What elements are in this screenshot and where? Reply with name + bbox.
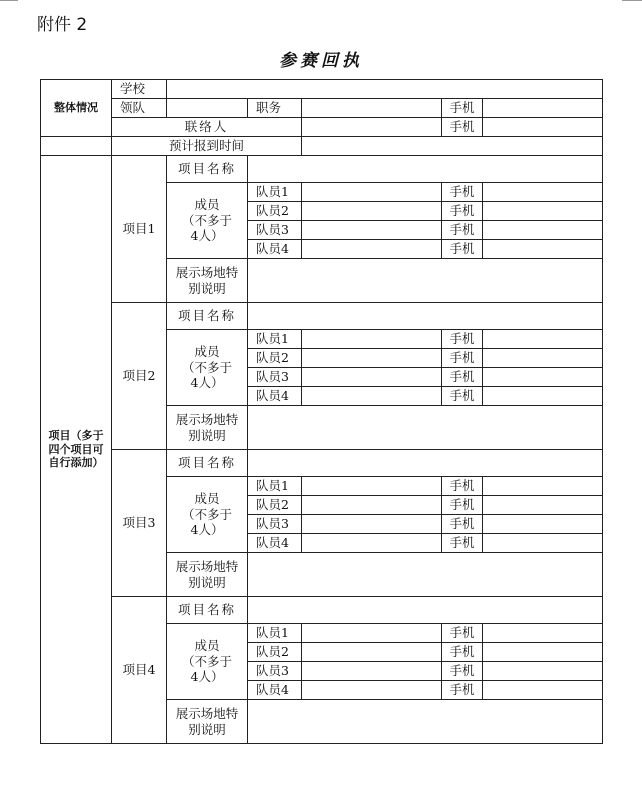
arrival-time-label: 预计报到时间 xyxy=(112,137,302,156)
venue-note-label: 展示场地特别说明 xyxy=(167,406,248,450)
contact-phone-label: 手机 xyxy=(442,118,483,137)
venue-note-field[interactable] xyxy=(248,406,603,450)
member-phone-field[interactable] xyxy=(483,387,603,406)
venue-note-field[interactable] xyxy=(248,259,603,303)
project-label: 项目4 xyxy=(112,597,167,744)
member-phone-field[interactable] xyxy=(483,643,603,662)
member-phone-label: 手机 xyxy=(442,681,483,700)
members-label-line: 成员 xyxy=(194,491,220,507)
member-phone-label: 手机 xyxy=(442,662,483,681)
member-label: 队员1 xyxy=(248,183,302,202)
member-label: 队员4 xyxy=(248,240,302,259)
members-label-line: 4人） xyxy=(190,375,224,391)
arrival-time-field[interactable] xyxy=(302,137,603,156)
member-label: 队员4 xyxy=(248,534,302,553)
member-phone-field[interactable] xyxy=(483,477,603,496)
member-phone-field[interactable] xyxy=(483,240,603,259)
member-name-field[interactable] xyxy=(302,515,442,534)
members-label-line: （不多于 xyxy=(181,359,232,375)
member-label: 队员3 xyxy=(248,221,302,240)
member-phone-field[interactable] xyxy=(483,515,603,534)
project-name-label: 项目名称 xyxy=(167,450,248,477)
member-name-field[interactable] xyxy=(302,387,442,406)
member-name-field[interactable] xyxy=(302,221,442,240)
members-label-line: （不多于 xyxy=(181,506,232,522)
member-name-field[interactable] xyxy=(302,643,442,662)
members-label xyxy=(167,477,248,553)
member-phone-label: 手机 xyxy=(442,349,483,368)
member-label: 队员2 xyxy=(248,202,302,221)
member-phone-label: 手机 xyxy=(442,330,483,349)
members-label xyxy=(167,183,248,259)
member-name-field[interactable] xyxy=(302,624,442,643)
member-name-field[interactable] xyxy=(302,202,442,221)
member-phone-field[interactable] xyxy=(483,183,603,202)
project-name-label: 项目名称 xyxy=(167,156,248,183)
project-name-label: 项目名称 xyxy=(167,597,248,624)
leader-phone-field[interactable] xyxy=(483,99,603,118)
member-phone-label: 手机 xyxy=(442,221,483,240)
leader-phone-label: 手机 xyxy=(442,99,483,118)
project-label: 项目2 xyxy=(112,303,167,450)
project-name-label: 项目名称 xyxy=(167,303,248,330)
member-label: 队员4 xyxy=(248,387,302,406)
member-phone-label: 手机 xyxy=(442,643,483,662)
member-name-field[interactable] xyxy=(302,240,442,259)
corner-mark-right xyxy=(622,0,642,1)
member-label: 队员3 xyxy=(248,662,302,681)
overview-section-label: 整体情况 xyxy=(41,80,112,137)
members-label-line: 成员 xyxy=(194,638,220,654)
projects-section-text: 项目（多于四个项目可自行添加） xyxy=(48,428,104,470)
member-phone-label: 手机 xyxy=(442,183,483,202)
position-field[interactable] xyxy=(302,99,442,118)
member-label: 队员1 xyxy=(248,624,302,643)
members-label-line: （不多于 xyxy=(181,212,232,228)
member-phone-field[interactable] xyxy=(483,496,603,515)
member-phone-label: 手机 xyxy=(442,496,483,515)
school-field[interactable] xyxy=(167,80,603,99)
members-label xyxy=(167,624,248,700)
member-phone-label: 手机 xyxy=(442,202,483,221)
member-phone-field[interactable] xyxy=(483,368,603,387)
venue-note-field[interactable] xyxy=(248,700,603,744)
project-label: 项目1 xyxy=(112,156,167,303)
member-phone-field[interactable] xyxy=(483,330,603,349)
members-label xyxy=(167,330,248,406)
position-label: 职务 xyxy=(248,99,302,118)
member-phone-label: 手机 xyxy=(442,515,483,534)
member-phone-field[interactable] xyxy=(483,534,603,553)
member-phone-field[interactable] xyxy=(483,681,603,700)
member-phone-label: 手机 xyxy=(442,534,483,553)
member-name-field[interactable] xyxy=(302,477,442,496)
member-label: 队员1 xyxy=(248,330,302,349)
member-name-field[interactable] xyxy=(302,662,442,681)
member-phone-label: 手机 xyxy=(442,387,483,406)
members-label-line: 4人） xyxy=(190,522,224,538)
project-name-field[interactable] xyxy=(248,450,603,477)
members-label-line: （不多于 xyxy=(181,653,232,669)
member-phone-label: 手机 xyxy=(442,624,483,643)
page-title: 参赛回执 xyxy=(279,51,363,71)
member-name-field[interactable] xyxy=(302,330,442,349)
member-label: 队员2 xyxy=(248,643,302,662)
member-name-field[interactable] xyxy=(302,496,442,515)
project-name-field[interactable] xyxy=(248,303,603,330)
projects-section-label xyxy=(41,156,112,744)
member-name-field[interactable] xyxy=(302,183,442,202)
member-phone-field[interactable] xyxy=(483,624,603,643)
members-label-line: 4人） xyxy=(190,669,224,685)
project-label: 项目3 xyxy=(112,450,167,597)
leader-label: 领队 xyxy=(112,99,167,118)
venue-note-label: 展示场地特别说明 xyxy=(167,259,248,303)
member-phone-field[interactable] xyxy=(483,221,603,240)
contact-phone-field[interactable] xyxy=(483,118,603,137)
member-name-field[interactable] xyxy=(302,368,442,387)
member-label: 队员2 xyxy=(248,349,302,368)
member-name-field[interactable] xyxy=(302,349,442,368)
project-name-field[interactable] xyxy=(248,597,603,624)
venue-note-field[interactable] xyxy=(248,553,603,597)
member-name-field[interactable] xyxy=(302,534,442,553)
venue-note-label: 展示场地特别说明 xyxy=(167,553,248,597)
contact-label: 联络人 xyxy=(112,118,302,137)
member-label: 队员1 xyxy=(248,477,302,496)
member-phone-field[interactable] xyxy=(483,349,603,368)
project-name-field[interactable] xyxy=(248,156,603,183)
corner-mark-left xyxy=(0,0,18,1)
member-phone-label: 手机 xyxy=(442,240,483,259)
member-phone-label: 手机 xyxy=(442,368,483,387)
school-label: 学校 xyxy=(112,80,167,99)
member-phone-label: 手机 xyxy=(442,477,483,496)
venue-note-label: 展示场地特别说明 xyxy=(167,700,248,744)
member-phone-field[interactable] xyxy=(483,662,603,681)
member-phone-field[interactable] xyxy=(483,202,603,221)
registration-form-table xyxy=(40,79,603,744)
members-label-line: 4人） xyxy=(190,228,224,244)
contact-field[interactable] xyxy=(302,118,442,137)
member-name-field[interactable] xyxy=(302,681,442,700)
member-label: 队员4 xyxy=(248,681,302,700)
member-label: 队员3 xyxy=(248,515,302,534)
member-label: 队员3 xyxy=(248,368,302,387)
members-label-line: 成员 xyxy=(194,197,220,213)
overview-spacer xyxy=(41,137,112,156)
members-label-line: 成员 xyxy=(194,344,220,360)
attachment-label: 附件 2 xyxy=(37,15,88,35)
leader-field[interactable] xyxy=(167,99,248,118)
member-label: 队员2 xyxy=(248,496,302,515)
